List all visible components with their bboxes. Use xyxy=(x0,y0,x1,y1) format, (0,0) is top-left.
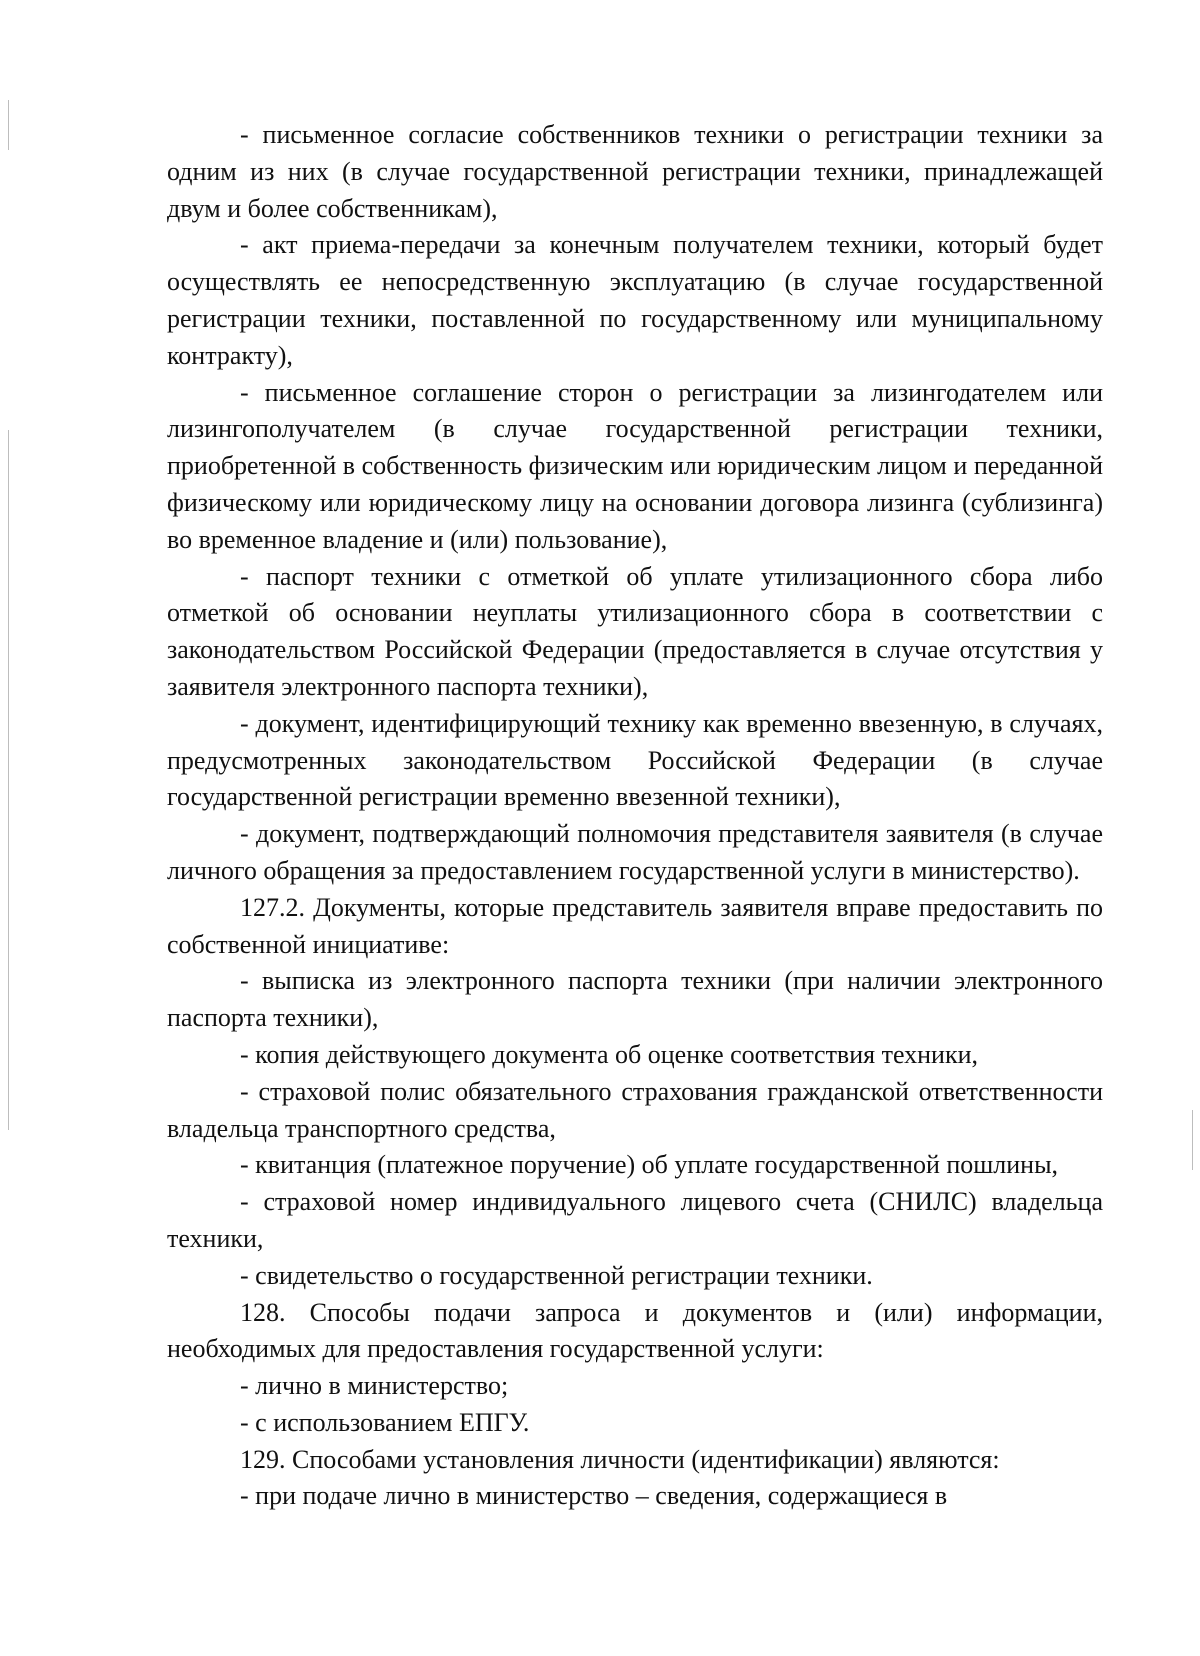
paragraph-leasing-agreement: - письменное соглашение сторон о регистрации за лизингодателем или лизингополучателем (в случае государственной регистрации техники, приобретенной в собственность физическим или юридическим лицом и переданной физическому или юридическому лицу на основании договора лизинга (сублизинга) во временное владение и (или) пользование), xyxy=(167,377,1103,554)
paragraph-acceptance-act: - акт приема-передачи за конечным получателем техники, который будет осуществлять ее непосредственную эксплуатацию (в случае государственной регистрации техники, поставленной по государственному или муниципальному контракту), xyxy=(167,230,1103,370)
paragraph-temporary-import: - документ, идентифицирующий технику как временно ввезенную, в случаях, предусмотренных законодательством Российской Федерации (в случае государственной регистрации временно ввезенной техники), xyxy=(167,708,1103,812)
paragraph-fee-receipt: - квитанция (платежное поручение) об уплате государственной пошлины, xyxy=(240,1150,1059,1180)
paragraph-registration-certificate: - свидетельство о государственной регистрации техники. xyxy=(240,1260,873,1290)
scan-edge-mark xyxy=(8,430,9,1130)
paragraph-in-person: - лично в министерство; xyxy=(240,1371,509,1401)
scan-edge-mark xyxy=(1192,1110,1193,1170)
paragraph-machine-passport: - паспорт техники с отметкой об уплате утилизационного сбора либо отметкой об основании неуплаты утилизационного сбора в соответствии с законодательством Российской Федерации (предоставляется в случае отсутствия у заявителя электронного паспорта техники), xyxy=(167,561,1103,701)
paragraph-129: 129. Способами установления личности (идентификации) являются: xyxy=(240,1444,1000,1474)
scan-edge-mark xyxy=(8,100,9,150)
paragraph-representative-authority: - документ, подтверждающий полномочия представителя заявителя (в случае личного обращения за предоставлением государственной услуги в министерство). xyxy=(167,819,1103,885)
paragraph-epassport-extract: - выписка из электронного паспорта техники (при наличии электронного паспорта техники), xyxy=(167,966,1103,1033)
paragraph-identification-in-person: - при подаче лично в министерство – сведения, содержащиеся в xyxy=(240,1481,948,1511)
paragraph-insurance-policy: - страховой полис обязательного страхования гражданской ответственности владельца транспортного средства, xyxy=(167,1076,1103,1143)
document-body xyxy=(167,117,1103,1515)
paragraph-128: 128. Способы подачи запроса и документов и (или) информации, необходимых для предоставления государственной услуги: xyxy=(167,1297,1103,1364)
paragraph-epgu: - с использованием ЕПГУ. xyxy=(240,1407,530,1437)
paragraph-127-2: 127.2. Документы, которые представитель заявителя вправе предоставить по собственной инициативе: xyxy=(167,892,1103,959)
paragraph-consent-owners: - письменное согласие собственников техники о регистрации техники за одним из них (в случае государственной регистрации техники, принадлежащей двум и более собственникам), xyxy=(167,120,1103,223)
paragraph-snils: - страховой номер индивидуального лицевого счета (СНИЛС) владельца техники, xyxy=(167,1187,1103,1253)
paragraph-conformity-copy: - копия действующего документа об оценке соответствия техники, xyxy=(240,1039,979,1069)
